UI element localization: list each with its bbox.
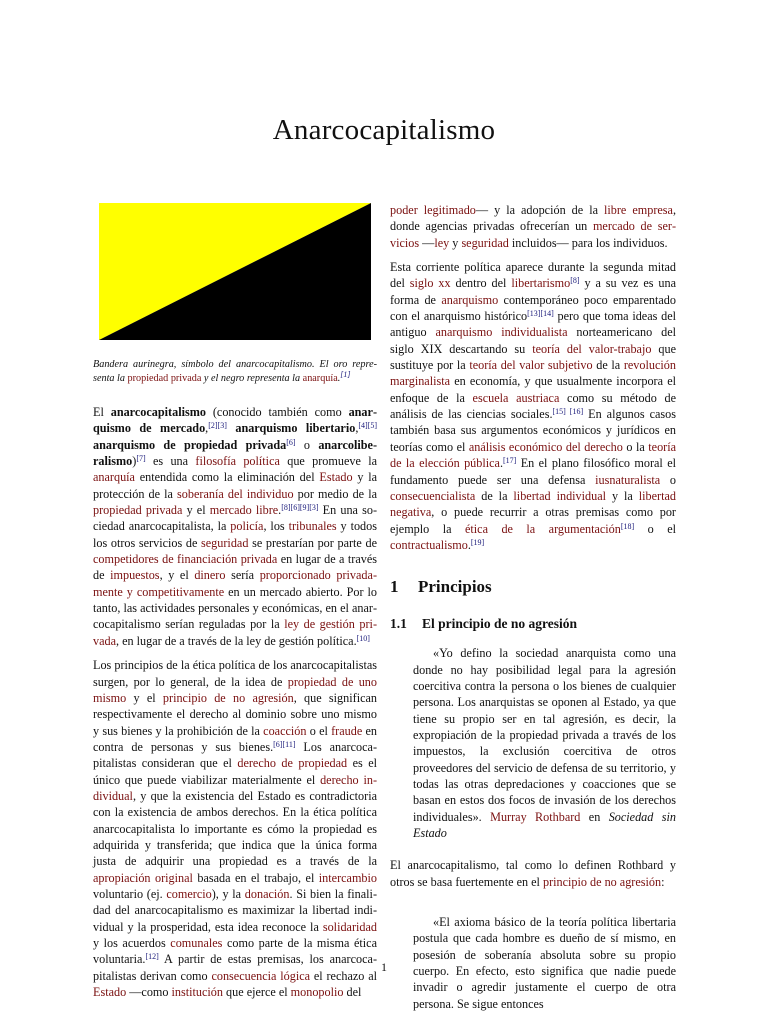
- link-mercado-libre[interactable]: mercado libre: [209, 503, 279, 518]
- link-analisis-economico-derecho[interactable]: análisis económico del derecho: [468, 439, 623, 454]
- citation[interactable]: [19]: [470, 537, 485, 547]
- link-contractualismo[interactable]: contractualismo: [390, 537, 468, 552]
- section-heading-principios: 1 Principios: [390, 577, 492, 597]
- link-escuela-austriaca[interactable]: escuela austriaca: [472, 390, 560, 405]
- link-filosofia-politica[interactable]: filosofía política: [195, 454, 280, 469]
- citation[interactable]: [2][3]: [208, 421, 227, 431]
- link-propiedad-uno-mismo[interactable]: propiedad de uno mismo: [93, 674, 377, 705]
- link-apropiacion-original[interactable]: apropiación original: [93, 870, 193, 885]
- citation[interactable]: [6][11]: [273, 739, 296, 749]
- link-solidaridad[interactable]: solidaridad: [322, 919, 377, 934]
- citation[interactable]: [17]: [502, 456, 517, 466]
- link-tribunales[interactable]: tribunales: [288, 519, 337, 534]
- citation[interactable]: [6]: [286, 437, 296, 447]
- link-anarquismo[interactable]: anarquismo: [441, 292, 499, 307]
- axiom-quote: «El axioma básico de la teoría política libertaria postula que cada hombre es dueño de sí mismo, en posesión de soberanía absoluta sobre su propio cuerpo. En efecto, esto significa que nadie puede invadir o agredir justamente el cuerpo de otra persona. Se sigue entonces: [413, 915, 676, 1011]
- link-anarquia[interactable]: anarquía: [302, 373, 338, 384]
- citation[interactable]: [10]: [356, 633, 370, 643]
- link-donacion[interactable]: donación: [244, 886, 290, 901]
- citation[interactable]: [1]: [340, 370, 351, 379]
- page-number: 1: [381, 960, 387, 974]
- link-libre-empresa[interactable]: libre empresa: [604, 203, 673, 217]
- anarcho-capitalist-flag: [99, 203, 371, 340]
- intro-paragraph: El anarcocapitalismo (conocido también como anarquismo de mercado,[2][3] anarquismo libertario,[4][5] anarquismo de propiedad privada[6] o anarcoliberalismo)[7] es una filosofía política que promueve la anarquía entendida como la eliminación del Estado y la protección de la soberanía del individuo por medio de la propiedad privada y el mercado libre.[8][6][9][3] En una sociedad anarcocapitalista, la policía, los tribunales y todos los otros servicios de seguridad se prestarían por parte de competidores de financiación privada en lugar de a través de impuestos, y el dinero sería proporcionado privadamente y competitivamente en un mercado abierto. Por lo tanto, las actividades personales y económicas, en el anarcocapitalismo serían reguladas por la ley de gestión privada, en lugar de a través de la ley de gestión política.[10]: [93, 405, 378, 648]
- continued-paragraph: poder legitimado— y la adopción de la libre empresa, donde agencias privadas ofrecerían un mercado de servicios —ley y seguridad incluidos— para los individuos.: [390, 203, 676, 250]
- link-etica-argumentacion[interactable]: ética de la argumentación: [464, 521, 621, 536]
- link-institucion[interactable]: institución: [171, 985, 223, 1000]
- page-title: Anarcocapitalismo: [272, 114, 496, 146]
- link-libertad-negativa[interactable]: libertad negativa: [390, 488, 676, 520]
- link-soberania-individuo[interactable]: soberanía del individuo: [177, 486, 294, 501]
- right-column: [390, 202, 676, 1012]
- link-intercambio[interactable]: intercambio: [318, 870, 378, 885]
- link-teoria-valor-trabajo[interactable]: teoría del valor-trabajo: [532, 341, 652, 356]
- link-estado[interactable]: Estado: [93, 985, 127, 1000]
- link-comercio[interactable]: comercio: [166, 886, 212, 901]
- citation[interactable]: [4][5]: [358, 421, 378, 431]
- link-seguridad[interactable]: seguridad: [201, 535, 249, 550]
- rothbard-quote: «Yo defino la sociedad anarquista como una donde no hay posibilidad legal para la agresión coercitiva contra la persona o los bienes de cualquier persona. Los anarquistas se oponen al Estado, ya que tiene su propio ser en tal agresión, es decir, la expropiación de la propiedad privada a través de los impuestos, la exclusión coercitiva de otros proveedores del servicio de defensa de su territorio, y todas las otras depredaciones y coacciones que se basan en estos dos focos de invasión de los derechos individuales». Murray Rothbard en Sociedad sin Estado: [413, 646, 676, 840]
- citation[interactable]: [12]: [145, 952, 159, 962]
- link-mercado-servicios[interactable]: mercado de servicios: [390, 219, 676, 250]
- link-dinero[interactable]: dinero: [194, 568, 226, 583]
- link-impuestos[interactable]: impuestos: [110, 568, 160, 583]
- link-consecuencialista[interactable]: consecuencialista: [390, 488, 476, 503]
- link-propiedad-privada[interactable]: propiedad privada: [127, 373, 202, 384]
- link-libertarismo[interactable]: libertarismo: [511, 276, 571, 291]
- link-ley[interactable]: ley: [434, 235, 450, 250]
- link-estado[interactable]: Estado: [319, 470, 353, 485]
- link-derecho-propiedad[interactable]: derecho de propiedad: [237, 756, 348, 771]
- link-anarquia[interactable]: anarquía: [93, 470, 135, 485]
- figure-caption: Bandera aurinegra, símbolo del anarcocapitalismo. El oro representa la propiedad privada y el negro representa la anarquía.[1]: [93, 359, 377, 384]
- link-competidores[interactable]: competidores de financiación privada: [93, 552, 278, 567]
- link-iusnaturalista[interactable]: iusnaturalista: [595, 472, 661, 487]
- left-column: [93, 404, 377, 1008]
- citation[interactable]: [8][6][9][3]: [281, 503, 319, 513]
- citation[interactable]: [18]: [620, 521, 635, 531]
- link-siglo-xx[interactable]: siglo xx: [409, 276, 451, 291]
- citation[interactable]: [8]: [570, 276, 580, 286]
- link-teoria-eleccion-publica[interactable]: teoría de la elección pública: [390, 439, 677, 471]
- link-monopolio[interactable]: monopolio: [290, 985, 344, 1000]
- link-ley-gestion-privada[interactable]: ley de gestión privada: [93, 617, 378, 648]
- link-policia[interactable]: policía: [230, 519, 264, 534]
- link-consecuencia-logica[interactable]: consecuencia lógica: [211, 968, 311, 983]
- citation[interactable]: [15] [16]: [552, 407, 584, 417]
- citation[interactable]: [7]: [136, 454, 146, 464]
- link-teoria-valor-subjetivo[interactable]: teoría del valor subjetivo: [469, 358, 593, 373]
- link-principio-no-agresion[interactable]: principio de no agresión: [542, 874, 662, 889]
- link-anarquismo-individualista[interactable]: anarquismo individualista: [435, 325, 568, 340]
- link-coaccion[interactable]: coacción: [263, 723, 307, 738]
- nap-paragraph: El anarcocapitalismo, tal como lo definen Rothbard y otros se basa fuertemente en el principio de no agresión:: [390, 858, 676, 889]
- link-derecho-individual[interactable]: derecho individual: [93, 772, 377, 803]
- link-comunales[interactable]: comunales: [170, 936, 223, 950]
- link-seguridad[interactable]: seguridad: [461, 235, 509, 250]
- citation[interactable]: [13][14]: [527, 309, 554, 319]
- subsection-heading-no-agresion: 1.1 El principio de no agresión: [390, 616, 578, 632]
- principles-paragraph: Los principios de la ética política de los anarcocapitalistas surgen, por lo general, de la idea de propiedad de uno mismo y el principio de no agresión, que significan respectivamente el derecho al dominio sobre uno mismo y sus bienes y la prohibición de la coacción o el fraude en contra de personas y sus bienes.[6][11] Los anarcocapitalistas consideran que el derecho de propiedad es el único que puede viabilizar materialmente el derecho individual, y que la existencia del Estado es contradictoria con la existencia de ambos derechos. En la ética política anarcocapitalista lo importante es cómo la propiedad es adquirida y transferida; que indica que la única forma justa de adquirir una propiedad es a través de la apropiación original basada en el trabajo, el intercambio voluntario (ej. comercio), y la donación. Si bien la finalidad del anarcocapitalismo es maximizar la libertad individual y la prosperidad, esta idea reconoce la solidaridad y los acuerdos comunales como parte de la misma ética voluntaria.[12] A partir de estas premisas, los anarcocapitalistas derivan como consecuencia lógica el rechazo al Estado —como institución que ejerce el monopolio del: [93, 658, 378, 1000]
- link-murray-rothbard[interactable]: Murray Rothbard: [490, 809, 581, 824]
- link-libertad-individual[interactable]: libertad individual: [513, 488, 607, 503]
- link-poder-legitimado[interactable]: poder legitimado: [390, 203, 476, 217]
- link-propiedad-privada[interactable]: propiedad privada: [93, 503, 183, 518]
- link-fraude[interactable]: fraude: [331, 723, 363, 738]
- history-paragraph: Esta corriente política aparece durante la segunda mitad del siglo xx dentro del libertarismo[8] y a su vez es una forma de anarquismo contemporáneo poco emparentado con el anarquismo histórico[13][14] pero que toma ideas del antiguo anarquismo individualista norteamericano del siglo XIX descartando su teoría del valor-trabajo que sustituye por la teoría del valor subjetivo de la revolución marginalista en economía, y que usualmente incorpora el enfoque de la escuela austriaca como su método de análisis de las ciencias sociales.[15] [16] En algunos casos también basa sus argumentos económicos y jurídicos en teorías como el análisis económico del derecho o la teoría de la elección pública.[17] En el plano filosófico moral el fundamento puede ser una defensa iusnaturalista o consecuencialista de la libertad individual y la libertad negativa, o puede recurrir a otras premisas como por ejemplo la ética de la argumentación[18] o el contractualismo.[19]: [390, 260, 677, 552]
- link-principio-no-agresion[interactable]: principio de no agresión: [162, 690, 294, 705]
- link-proporcionado-privadamente[interactable]: proporcionado privadamente y competitivamente: [93, 568, 377, 599]
- link-revolucion-marginalista[interactable]: revolución marginalista: [390, 358, 676, 389]
